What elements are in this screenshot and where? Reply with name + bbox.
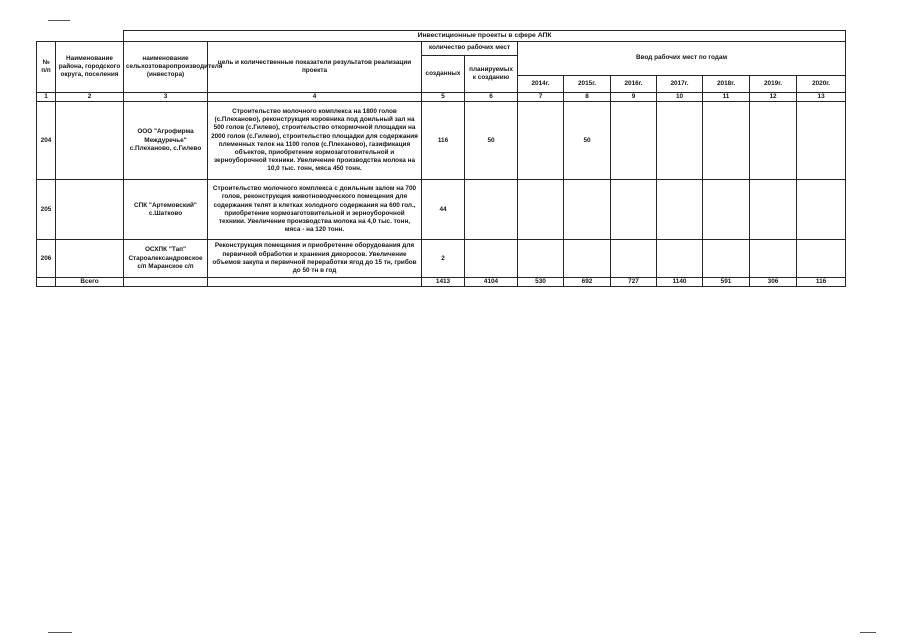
page-edge-mark	[48, 632, 72, 633]
header-goal: цель и количественные показатели результатов реализации проекта	[208, 42, 422, 93]
column-number: 2	[56, 93, 124, 102]
row-investor: СПК "Артемовский" с.Шатково	[124, 180, 208, 240]
total-created: 1413	[422, 278, 465, 287]
total-year-value: 1140	[657, 278, 703, 287]
column-number: 13	[797, 93, 846, 102]
total-year-value: 116	[797, 278, 846, 287]
row-year-value	[564, 180, 611, 240]
total-year-value: 530	[518, 278, 564, 287]
row-year-value	[611, 240, 657, 278]
row-planned	[465, 180, 518, 240]
year-header: 2014г.	[518, 75, 564, 92]
row-goal: Строительство молочного комплекса с доильным залом на 700 голов, реконструкция животноводческого помещения для содержания телят в клетках холодного содержания на 600 гол., приобретение кормозаготовительной и зерноуборочной техники. Увеличение производства молока на 4,0 тыс. тонн, мяса - на 120 тонн.	[208, 180, 422, 240]
row-year-value	[703, 102, 750, 180]
row-year-value	[657, 240, 703, 278]
row-year-value: 50	[564, 102, 611, 180]
row-year-value	[797, 180, 846, 240]
blank-header-cell	[37, 31, 124, 42]
row-num: 206	[37, 240, 56, 278]
row-year-value	[703, 240, 750, 278]
column-number: 5	[422, 93, 465, 102]
year-header: 2018г.	[703, 75, 750, 92]
page-edge-mark	[48, 20, 70, 21]
row-year-value	[797, 102, 846, 180]
column-number: 6	[465, 93, 518, 102]
row-year-value	[657, 180, 703, 240]
year-header: 2016г.	[611, 75, 657, 92]
row-num: 204	[37, 102, 56, 180]
row-goal: Строительство молочного комплекса на 1800 голов (с.Плеханово), реконструкция коровника под доильный зал на 500 голов (с.Гилево), строительство откормочной площадки на 2000 голов (с.Гилево), строительство площадки для содержания племенных телок на 1100 голов (с.Плеханово), газификация объектов, приобретение кормозаготовительной и зерноуборочной техники. Увеличение производства молока на 10,0 тыс. тонн, мяса 450 тонн.	[208, 102, 422, 180]
investment-projects-table	[36, 30, 846, 287]
row-district	[56, 102, 124, 180]
header-district: Наименование района, городского округа, поселения	[56, 42, 124, 93]
column-number: 7	[518, 93, 564, 102]
row-num: 205	[37, 180, 56, 240]
column-number: 10	[657, 93, 703, 102]
column-number-row	[37, 93, 846, 102]
row-year-value	[750, 240, 797, 278]
row-investor: ООО "Агрофирма Междуречье" с.Плеханово, с.Гилево	[124, 102, 208, 180]
year-header: 2017г.	[657, 75, 703, 92]
total-year-value: 727	[611, 278, 657, 287]
column-number: 9	[611, 93, 657, 102]
row-created: 44	[422, 180, 465, 240]
row-created: 116	[422, 102, 465, 180]
row-year-value	[750, 102, 797, 180]
row-year-value	[564, 240, 611, 278]
row-year-value	[518, 240, 564, 278]
total-investor	[124, 278, 208, 287]
total-row	[37, 278, 846, 287]
row-district	[56, 240, 124, 278]
header-planned: планируемых к созданию	[465, 56, 518, 93]
row-year-value	[797, 240, 846, 278]
row-year-value	[611, 180, 657, 240]
column-number: 3	[124, 93, 208, 102]
page-edge-mark	[860, 632, 876, 633]
header-num: № п/п	[37, 42, 56, 93]
row-year-value	[518, 180, 564, 240]
total-label: Всего	[56, 278, 124, 287]
total-year-value: 591	[703, 278, 750, 287]
header-created: созданных	[422, 56, 465, 93]
header-jobs: количество рабочих мест	[422, 42, 518, 56]
row-year-value	[518, 102, 564, 180]
year-header: 2020г.	[797, 75, 846, 92]
year-header: 2019г.	[750, 75, 797, 92]
row-created: 2	[422, 240, 465, 278]
column-number: 11	[703, 93, 750, 102]
header-investor: наименование сельхозтоваропроизводителя (инвестора)	[124, 42, 208, 93]
row-year-value	[657, 102, 703, 180]
row-year-value	[611, 102, 657, 180]
table-row	[37, 180, 846, 240]
total-year-value: 692	[564, 278, 611, 287]
total-year-value: 306	[750, 278, 797, 287]
row-investor: ОСХПК "Тап" Староалександровское с/п Маранское с/п	[124, 240, 208, 278]
row-year-value	[750, 180, 797, 240]
table-row	[37, 240, 846, 278]
total-goal	[208, 278, 422, 287]
section-title: Инвестиционные проекты в сфере АПК	[124, 31, 846, 42]
total-num	[37, 278, 56, 287]
total-planned: 4104	[465, 278, 518, 287]
row-planned	[465, 240, 518, 278]
column-number: 12	[750, 93, 797, 102]
column-number: 8	[564, 93, 611, 102]
header-jobs-by-year: Ввод рабочих мест по годам	[518, 42, 846, 76]
column-number: 4	[208, 93, 422, 102]
column-number: 1	[37, 93, 56, 102]
row-planned: 50	[465, 102, 518, 180]
row-year-value	[703, 180, 750, 240]
year-header: 2015г.	[564, 75, 611, 92]
table-row	[37, 102, 846, 180]
row-goal: Реконструкция помещения и приобретение оборудования для первичной обработки и хранения дикоросов. Увеличение объемов закупа и первичной переработки ягод до 15 тн, грибов до 50 тн в год	[208, 240, 422, 278]
row-district	[56, 180, 124, 240]
